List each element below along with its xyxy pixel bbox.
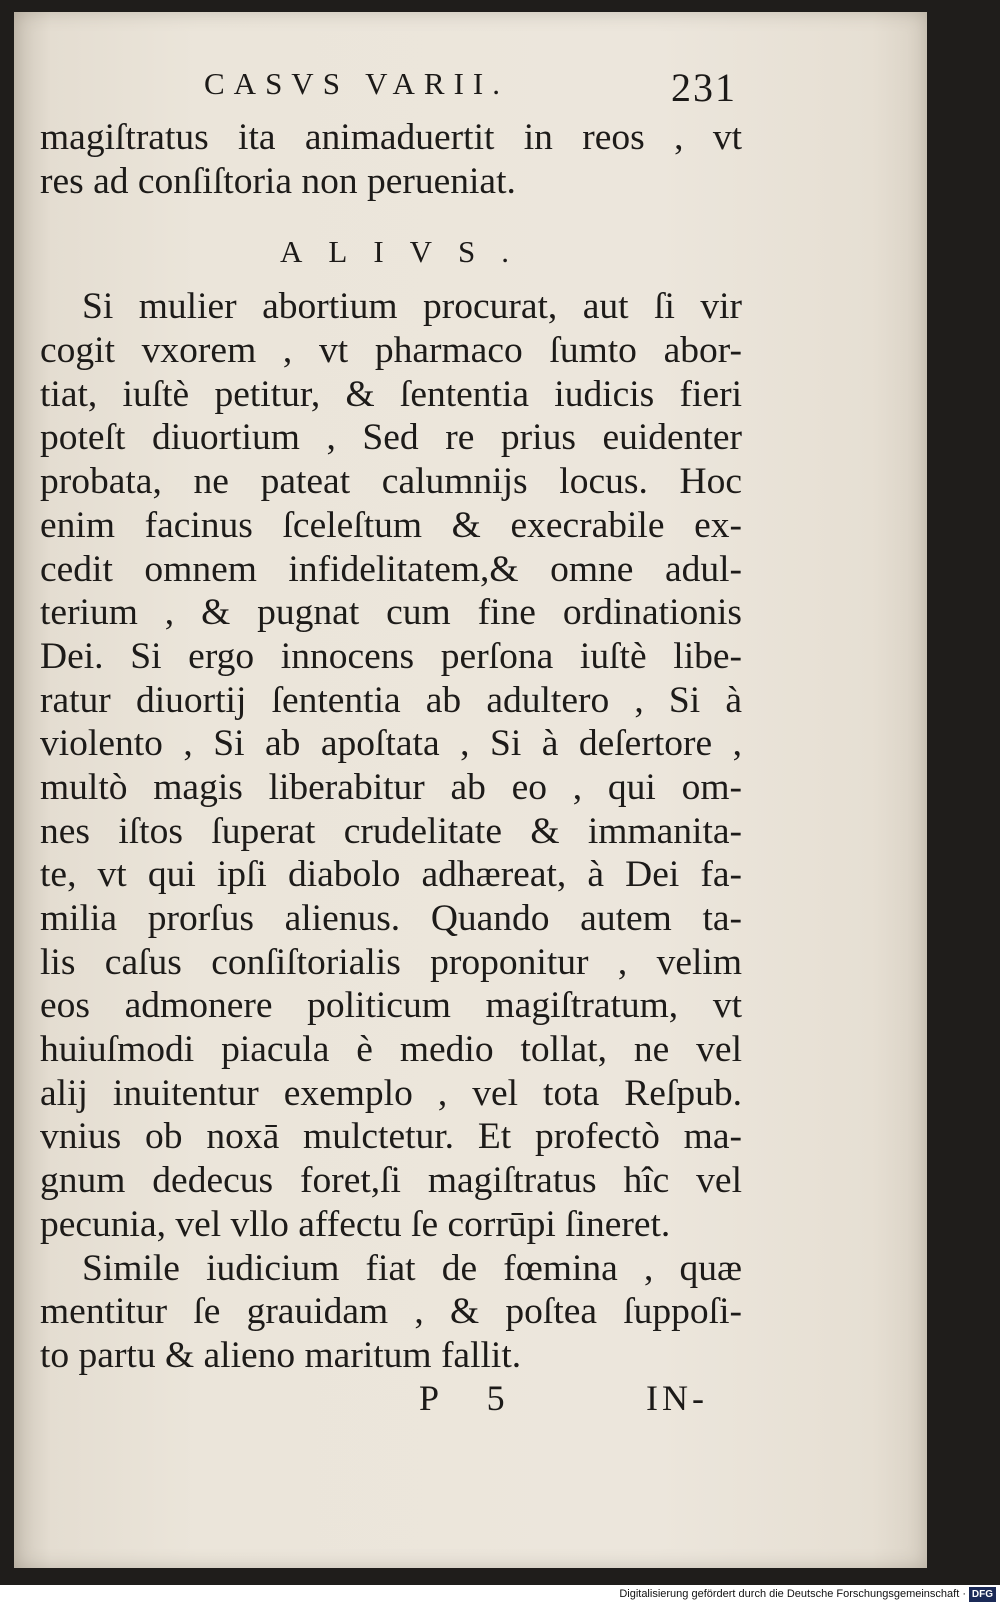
text-line: magiſtratus ita animaduertit in reos , vt	[40, 117, 742, 158]
text-line: cedit omnem infidelitatem,& omne adul-	[40, 548, 742, 590]
text-line: res ad conſiſtoria non perueniat.	[40, 160, 516, 202]
text-line: lis caſus conſiſtorialis proponitur , velim	[40, 941, 742, 983]
text-line: multò magis liberabitur ab eo , qui om-	[40, 766, 742, 808]
text-line: to partu & alieno maritum fallit.	[40, 1334, 522, 1376]
text-line: terium , & pugnat cum fine ordinationis	[40, 592, 742, 634]
main-text	[40, 116, 742, 1378]
signature-mark: P 5	[419, 1378, 525, 1418]
text-line: Dei. Si ergo innocens perſona iuſtè libe-	[40, 635, 742, 677]
section-heading: ALIVS.	[280, 234, 536, 270]
text-line: tiat, iuſtè petitur, & ſententia iudicis fieri	[40, 373, 742, 415]
catchword: IN-	[646, 1378, 708, 1418]
text-line: enim facinus ſceleſtum & execrabile ex-	[40, 504, 742, 546]
text-line: probata, ne pateat calumnijs locus. Hoc	[40, 461, 742, 503]
text-line: milia prorſus alienus. Quando autem ta-	[40, 898, 742, 939]
text-line: gnum dedecus foret,ſi magiſtratus hîc vel	[40, 1160, 742, 1202]
book-page	[14, 12, 927, 1568]
running-head: CASVS VARII.	[204, 66, 509, 101]
text-line: cogit vxorem , vt pharmaco ſumto abor-	[40, 330, 742, 372]
text-line: poteſt diuortium , Sed re prius euidenter	[40, 417, 742, 459]
text-line: Si mulier abortium procurat, aut ſi vir	[82, 286, 742, 328]
text-line: alij inuitentur exemplo , vel tota Reſpub.	[40, 1072, 742, 1114]
text-line: ratur diuortij ſententia ab adultero , Si à	[40, 679, 742, 721]
text-line: vnius ob noxā mulctetur. Et profectò ma-	[40, 1116, 742, 1158]
text-line: huiuſmodi piacula è medio tollat, ne vel	[40, 1029, 742, 1071]
page-footer	[14, 1377, 927, 1427]
digitization-credit	[0, 1585, 1000, 1605]
dfg-logo: DFG	[969, 1587, 996, 1602]
text-line: mentitur ſe grauidam , & poſtea ſuppoſi-	[40, 1291, 742, 1333]
text-line: nes iſtos ſuperat crudelitate & immanita-	[40, 810, 742, 852]
text-line: violento , Si ab apoſtata , Si à deſertore ,	[40, 723, 742, 765]
text-line: te, vt qui ipſi diabolo adhæreat, à Dei fa-	[40, 854, 742, 896]
page-number: 231	[671, 65, 737, 110]
text-line: Simile iudicium fiat de fœmina , quæ	[82, 1247, 742, 1289]
credit-text: Digitalisierung gefördert durch die Deutsche Forschungsgemeinschaft ·	[619, 1588, 966, 1600]
text-line: pecunia, vel vllo affectu ſe corrūpi ſineret.	[40, 1203, 671, 1245]
text-line: eos admonere politicum magiſtratum, vt	[40, 985, 742, 1027]
